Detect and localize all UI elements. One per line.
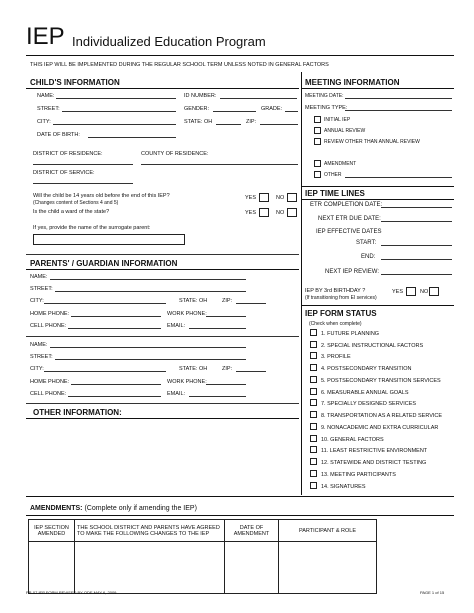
status-label: 8. TRANSPORTATION AS A RELATED SERVICE [321,412,443,419]
status-section-heading: IEP FORM STATUS [305,309,377,318]
parents-heading-rule [26,269,299,270]
child-name-label: NAME: [37,93,55,99]
col-date [225,520,279,542]
status-item[interactable] [310,342,423,349]
child-id-field[interactable] [220,92,297,99]
parent1-street-label: STREET: [30,286,53,292]
next-review-label: NEXT IEP REVIEW: [325,269,380,275]
col-changes-line1: THE SCHOOL DISTRICT AND PARENTS HAVE AGREED [77,524,220,531]
status-checkbox[interactable] [310,435,317,442]
meeting-initial-checkbox[interactable] [314,116,321,123]
status-label: 5. POSTSECONDARY TRANSITION SERVICES [321,377,441,384]
parent2-name-label: NAME: [30,342,48,348]
meeting-amendment-checkbox[interactable] [314,160,321,167]
status-item[interactable] [310,412,442,419]
meeting-annual-label: ANNUAL REVIEW [324,128,366,134]
status-item[interactable] [310,436,384,443]
third-birthday-label: IEP BY 3rd BIRTHDAY ? [305,288,366,294]
status-label: 12. STATEWIDE AND DISTRICT TESTING [321,459,427,466]
meeting-review-other-label: REVIEW OTHER THAN ANNUAL REVIEW [324,139,420,145]
parent1-zip-field[interactable] [236,297,266,304]
amend-section-cell[interactable] [29,542,75,594]
status-checkbox[interactable] [310,458,317,465]
status-item[interactable] [310,447,427,454]
col-date-line1: DATE OF [239,524,264,531]
col-participant [279,520,377,542]
parent2-home-field[interactable] [71,378,161,385]
etr-completion-field[interactable] [381,201,452,208]
parent2-work-field[interactable] [206,378,246,385]
child-grade-label: GRADE: [261,106,283,112]
col-section-line2: AMENDED [37,530,66,537]
parent1-state-label: STATE: OH [179,298,208,304]
district-service-label: DISTRICT OF SERVICE: [33,170,95,176]
status-checkbox[interactable] [310,341,317,348]
child-city-label: CITY: [37,119,51,125]
parent1-cell-field[interactable] [68,322,161,329]
child-state-label: STATE: OH [184,119,213,125]
amendments-table [28,519,377,594]
q14-yes-label: YES [245,195,257,201]
col-section-line1: IEP SECTION [34,524,69,531]
amendments-top-rule [26,496,454,497]
child-id-label: ID NUMBER: [184,93,217,99]
status-label: 9. NONACADEMIC AND EXTRA CURRICULAR [321,424,439,431]
status-item[interactable] [310,400,416,407]
district-residence-field[interactable] [33,158,133,165]
table-row[interactable] [29,542,377,594]
status-checkbox[interactable] [310,376,317,383]
child-grade-field[interactable] [285,105,298,112]
parent2-home-label: HOME PHONE: [30,379,70,385]
child-dob-field[interactable] [88,131,176,138]
parent2-zip-label: ZIP: [222,366,233,372]
status-subheading: (Check when complete) [309,321,362,327]
q14-note: (Changes content of Sections 4 and 5) [33,200,119,206]
status-checkbox[interactable] [310,470,317,477]
meeting-type-field[interactable] [345,104,452,111]
child-name-field[interactable] [56,92,176,99]
parent2-email-field[interactable] [189,390,246,397]
child-street-field[interactable] [62,105,176,112]
other-heading-rule [26,418,299,419]
col-changes [75,520,225,542]
child-gender-label: GENDER: [184,106,210,112]
form-code: IEP [26,23,65,50]
status-checkbox[interactable] [310,388,317,395]
county-residence-label: COUNTY OF RESIDENCE: [141,151,209,157]
status-label: 14. SIGNATURES [321,483,366,490]
other-section-heading: OTHER INFORMATION: [33,408,122,417]
footer-left: PR-07 IEP FORM REVISED BY ODE MAY 6, 2009 [26,590,117,595]
col-date-line2: AMENDMENT [233,530,270,537]
etr-completion-label: ETR COMPLETION DATE: [310,202,383,208]
ward-no-label: NO [276,210,285,216]
status-item[interactable] [310,471,396,478]
parent1-email-label: EMAIL: [167,323,186,329]
parent2-name-field[interactable] [50,341,246,348]
meeting-annual-checkbox[interactable] [314,127,321,134]
parent1-work-field[interactable] [206,310,246,317]
header-rule [26,55,454,56]
surrogate-name-box[interactable] [33,234,185,245]
status-checkbox[interactable] [310,423,317,430]
next-etr-field[interactable] [381,215,452,222]
parent2-cell-label: CELL PHONE: [30,391,67,397]
status-label: 7. SPECIALLY DESIGNED SERVICES [321,400,417,407]
status-label: 3. PROFILE [321,353,351,360]
child-state-field[interactable] [216,118,241,125]
parent1-work-label: WORK PHONE: [167,311,207,317]
next-review-field[interactable] [381,268,452,275]
parent1-email-field[interactable] [189,322,246,329]
parent2-city-field[interactable] [44,365,166,372]
third-yes-checkbox[interactable] [406,287,416,296]
child-gender-field[interactable] [213,105,256,112]
meeting-type-label: MEETING TYPE: [305,105,348,111]
county-residence-field[interactable] [141,158,298,165]
meeting-other-label: OTHER [324,172,342,178]
district-service-field[interactable] [33,177,133,184]
meeting-heading-rule [302,88,454,89]
meeting-other-checkbox[interactable] [314,171,321,178]
amendments-title: AMENDMENTS: [30,505,83,512]
form-subtitle: THIS IEP WILL BE IMPLEMENTED DURING THE REGULAR SCHOOL TERM UNLESS NOTED IN GENERAL FACTORS [30,62,329,68]
status-item[interactable] [310,483,366,490]
status-label: 10. GENERAL FACTORS [321,436,384,443]
start-field[interactable] [381,239,452,246]
district-residence-label: DISTRICT OF RESIDENCE: [33,151,103,157]
meeting-review-other-checkbox[interactable] [314,138,321,145]
parents-bottom-rule [26,403,299,404]
q14-label: Will the child be 14 years old before the end of this IEP? [33,193,170,199]
amendments-heading [30,505,197,512]
parent1-name-field[interactable] [50,273,246,280]
meeting-other-field[interactable] [345,171,452,178]
ward-label: Is the child a ward of the state? [33,209,110,215]
meeting-initial-label: INITIAL IEP [324,117,351,123]
third-birthday-note: (If transitioning from EI services) [305,295,377,301]
amend-changes-cell[interactable] [75,542,225,594]
status-item[interactable] [310,330,379,337]
status-label: 6. MEASURABLE ANNUAL GOALS [321,389,409,396]
start-label: START: [356,240,377,246]
footer-right: PAGE 1 of 15 [420,590,445,595]
parent-divider [26,336,299,337]
child-zip-field[interactable] [260,118,298,125]
other-information-area[interactable] [28,420,298,494]
status-item[interactable] [310,459,426,466]
parent1-name-label: NAME: [30,274,48,280]
end-label: END: [361,254,376,260]
surrogate-label: If yes, provide the name of the surrogate parent: [33,225,151,231]
ward-no-checkbox[interactable] [287,208,297,217]
col-changes-line2: TO MAKE THE FOLLOWING CHANGES TO THE IEP [77,530,210,537]
amend-participant-cell[interactable] [279,542,377,594]
timelines-section-heading: IEP TIME LINES [305,189,365,198]
timelines-heading-rule [302,199,454,200]
meeting-date-label: MEETING DATE: [305,93,344,99]
parents-section-heading: PARENTS' / GUARDIAN INFORMATION [30,259,178,268]
parent2-state-label: STATE: OH [179,366,208,372]
status-checkbox[interactable] [310,352,317,359]
parent2-work-label: WORK PHONE: [167,379,207,385]
status-label: 2. SPECIAL INSTRUCTIONAL FACTORS [321,342,424,349]
child-dob-label: DATE OF BIRTH: [37,132,80,138]
meeting-section-heading: MEETING INFORMATION [305,78,400,87]
next-etr-label: NEXT ETR DUE DATE: [318,216,381,222]
status-item[interactable] [310,353,351,360]
third-no-checkbox[interactable] [429,287,439,296]
parent2-zip-field[interactable] [236,365,266,372]
column-divider [301,72,302,495]
status-checkbox[interactable] [310,364,317,371]
end-field[interactable] [381,253,452,260]
child-section-bottom-rule [26,254,299,255]
child-heading-rule [26,88,299,89]
parent2-email-label: EMAIL: [167,391,186,397]
effective-dates-label: IEP EFFECTIVE DATES [316,229,382,235]
status-item[interactable] [310,389,409,396]
status-checkbox[interactable] [310,482,317,489]
meeting-amendment-label: AMENDMENT [324,161,357,167]
q14-no-checkbox[interactable] [287,193,297,202]
status-top-rule [302,305,454,306]
status-checkbox[interactable] [310,411,317,418]
amendments-header-row [29,520,377,542]
status-label: 1. FUTURE PLANNING [321,330,380,337]
col-section-amended [29,520,75,542]
parent2-cell-field[interactable] [68,390,161,397]
timelines-top-rule [302,186,454,187]
parent1-zip-label: ZIP: [222,298,233,304]
status-label: 13. MEETING PARTICIPANTS [321,471,396,478]
ward-yes-checkbox[interactable] [259,208,269,217]
child-section-heading: CHILD'S INFORMATION [30,78,120,87]
status-item[interactable] [310,377,441,384]
third-yes-label: YES [392,289,404,295]
q14-yes-checkbox[interactable] [259,193,269,202]
col-participant-line1: PARTICIPANT & ROLE [298,527,357,534]
form-title: Individualized Education Program [72,34,266,49]
q14-no-label: NO [276,195,285,201]
status-checkbox[interactable] [310,399,317,406]
parent2-street-field[interactable] [55,353,246,360]
parent2-city-label: CITY: [30,366,44,372]
amendments-heading-rule [26,515,454,516]
meeting-date-field[interactable] [345,92,452,99]
status-item[interactable] [310,365,411,372]
status-checkbox[interactable] [310,446,317,453]
status-label: 11. LEAST RESTRICTIVE ENVIRONMENT [321,447,428,454]
parent1-city-label: CITY: [30,298,44,304]
status-checkbox[interactable] [310,329,317,336]
third-no-label: NO [420,289,429,295]
amend-date-cell[interactable] [225,542,279,594]
child-city-field[interactable] [53,118,176,125]
parent1-street-field[interactable] [55,285,246,292]
amendments-note: (Complete only if amending the IEP) [84,505,197,512]
ward-yes-label: YES [245,210,257,216]
status-label: 4. POSTSECONDARY TRANSITION [321,365,412,372]
parent1-home-field[interactable] [71,310,161,317]
parent1-home-label: HOME PHONE: [30,311,70,317]
status-item[interactable] [310,424,438,431]
parent1-city-field[interactable] [44,297,166,304]
parent1-cell-label: CELL PHONE: [30,323,67,329]
child-zip-label: ZIP: [246,119,257,125]
child-street-label: STREET: [37,106,60,112]
parent2-street-label: STREET: [30,354,53,360]
